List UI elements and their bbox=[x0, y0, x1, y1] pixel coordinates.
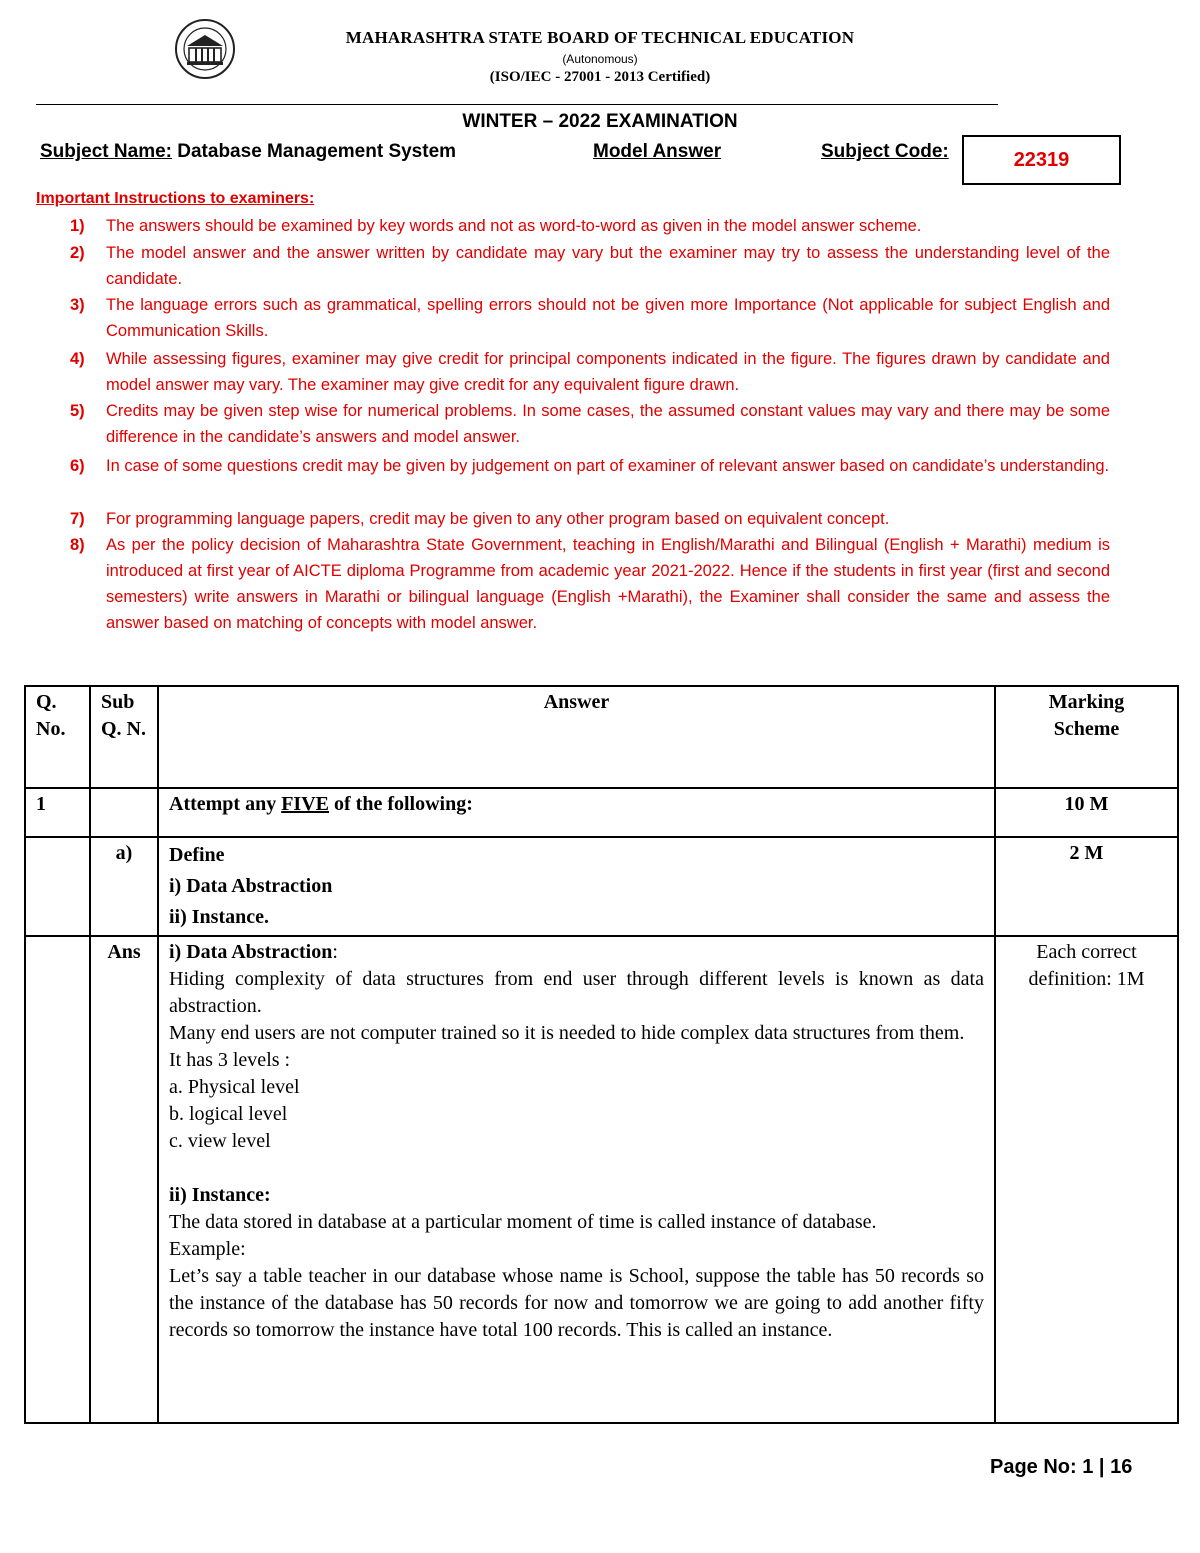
instruction-text: The model answer and the answer written by candidate may vary but the examiner may try to assess the understanding level of the candidate. bbox=[106, 244, 1110, 288]
table-header-row bbox=[25, 686, 1178, 788]
instruction-item bbox=[70, 506, 1110, 532]
header-divider bbox=[36, 104, 998, 105]
q-number-empty bbox=[25, 936, 90, 1423]
instruction-item bbox=[70, 398, 1110, 450]
q-text: Attempt any FIVE of the following: bbox=[158, 788, 995, 837]
subject-code-label: Subject Code: bbox=[821, 141, 949, 162]
instruction-item bbox=[70, 292, 1110, 344]
answer-table bbox=[24, 685, 1179, 1424]
iso-certification: (ISO/IEC - 27001 - 2013 Certified) bbox=[489, 69, 711, 85]
page-number: Page No: 1 | 16 bbox=[990, 1456, 1133, 1478]
header-answer: Answer bbox=[158, 686, 995, 788]
board-name: MAHARASHTRA STATE BOARD OF TECHNICAL EDUCATION bbox=[345, 28, 855, 47]
instruction-number: 5) bbox=[70, 402, 85, 420]
header-marking: Marking Scheme bbox=[995, 686, 1178, 788]
msbte-logo bbox=[165, 18, 245, 80]
exam-title: WINTER – 2022 EXAMINATION bbox=[462, 111, 738, 132]
table-row bbox=[25, 837, 1178, 936]
instruction-number: 1) bbox=[70, 217, 85, 235]
instruction-item bbox=[70, 213, 1110, 239]
answer-body: i) Data Abstraction: Hiding complexity of data structures from end user through different levels is known as data abstraction. Many end users are not computer trained so it is needed to hide complex data structures from them. It has 3 levels : a. Physical level b. logical level c. view level ii) Instance: The data stored in database at a particular moment of time is called instance of database. Example: Let’s say a table teacher in our database whose name is School, suppose the table has 50 records so the instance of the database has 50 records for now and tomorrow we are going to add another fifty records so tomorrow the instance have total 100 records. This is called an instance. bbox=[158, 936, 995, 1423]
table-row bbox=[25, 788, 1178, 837]
instruction-item bbox=[70, 453, 1110, 479]
model-answer-row bbox=[593, 141, 721, 163]
instruction-number: 4) bbox=[70, 350, 85, 368]
q-marks: 10 M bbox=[995, 788, 1178, 837]
instruction-item bbox=[70, 240, 1110, 292]
instruction-text: The answers should be examined by key words and not as word-to-word as given in the model answer scheme. bbox=[106, 217, 922, 235]
instruction-number: 2) bbox=[70, 244, 85, 262]
header-block bbox=[300, 28, 900, 86]
instruction-text: In case of some questions credit may be given by judgement on part of examiner of relevant answer based on candidate’s understanding. bbox=[106, 457, 1110, 475]
instruction-text: Credits may be given step wise for numerical problems. In some cases, the assumed constant values may vary and there may be some difference in the candidate’s answers and model answer. bbox=[106, 402, 1110, 446]
instruction-item bbox=[70, 346, 1110, 398]
instruction-item bbox=[70, 532, 1110, 636]
header-q-no: Q. No. bbox=[25, 686, 90, 788]
instruction-text: The language errors such as grammatical, spelling errors should not be given more Importance (Not applicable for subject English and Communication Skills. bbox=[106, 296, 1110, 340]
sub-q-marks: 2 M bbox=[995, 837, 1178, 936]
subject-name-label: Subject Name: bbox=[40, 141, 172, 162]
instruction-text: While assessing figures, examiner may give credit for principal components indicated in the figure. The figures drawn by candidate and model answer may vary. The examiner may give credit for any equivalent figure drawn. bbox=[106, 350, 1110, 394]
sub-q-empty bbox=[90, 788, 158, 837]
subject-name: Database Management System bbox=[177, 141, 457, 162]
model-answer-label: Model Answer bbox=[593, 141, 722, 162]
sub-q-label: a) bbox=[90, 837, 158, 936]
instruction-text: As per the policy decision of Maharashtra State Government, teaching in English/Marathi and Bilingual (English + Marathi) medium is introduced at first year of AICTE diploma Programme from academic year 2021-2022. Hence if the students in first year (first and second semesters) write answers in Marathi or bilingual language (English +Marathi), the Examiner shall consider the same and assess the answer based on matching of concepts with model answer. bbox=[106, 536, 1110, 632]
instruction-text: For programming language papers, credit may be given to any other program based on equivalent concept. bbox=[106, 510, 890, 528]
header-sub-q: Sub Q. N. bbox=[90, 686, 158, 788]
instruction-number: 8) bbox=[70, 536, 85, 554]
table-row bbox=[25, 936, 1178, 1423]
sub-q-text: Define i) Data Abstraction ii) Instance. bbox=[158, 837, 995, 936]
answer-marking: Each correct definition: 1M bbox=[995, 936, 1178, 1423]
instruction-number: 6) bbox=[70, 457, 85, 475]
subject-name-row bbox=[40, 141, 456, 163]
ans-label: Ans bbox=[90, 936, 158, 1423]
q-number-empty bbox=[25, 837, 90, 936]
instructions-heading: Important Instructions to examiners: bbox=[36, 190, 315, 207]
q-number: 1 bbox=[25, 788, 90, 837]
instruction-number: 3) bbox=[70, 296, 85, 314]
instruction-number: 7) bbox=[70, 510, 85, 528]
subject-code-box: 22319 bbox=[962, 135, 1121, 185]
subject-code-row bbox=[821, 141, 949, 163]
autonomous-label: (Autonomous) bbox=[562, 52, 638, 66]
